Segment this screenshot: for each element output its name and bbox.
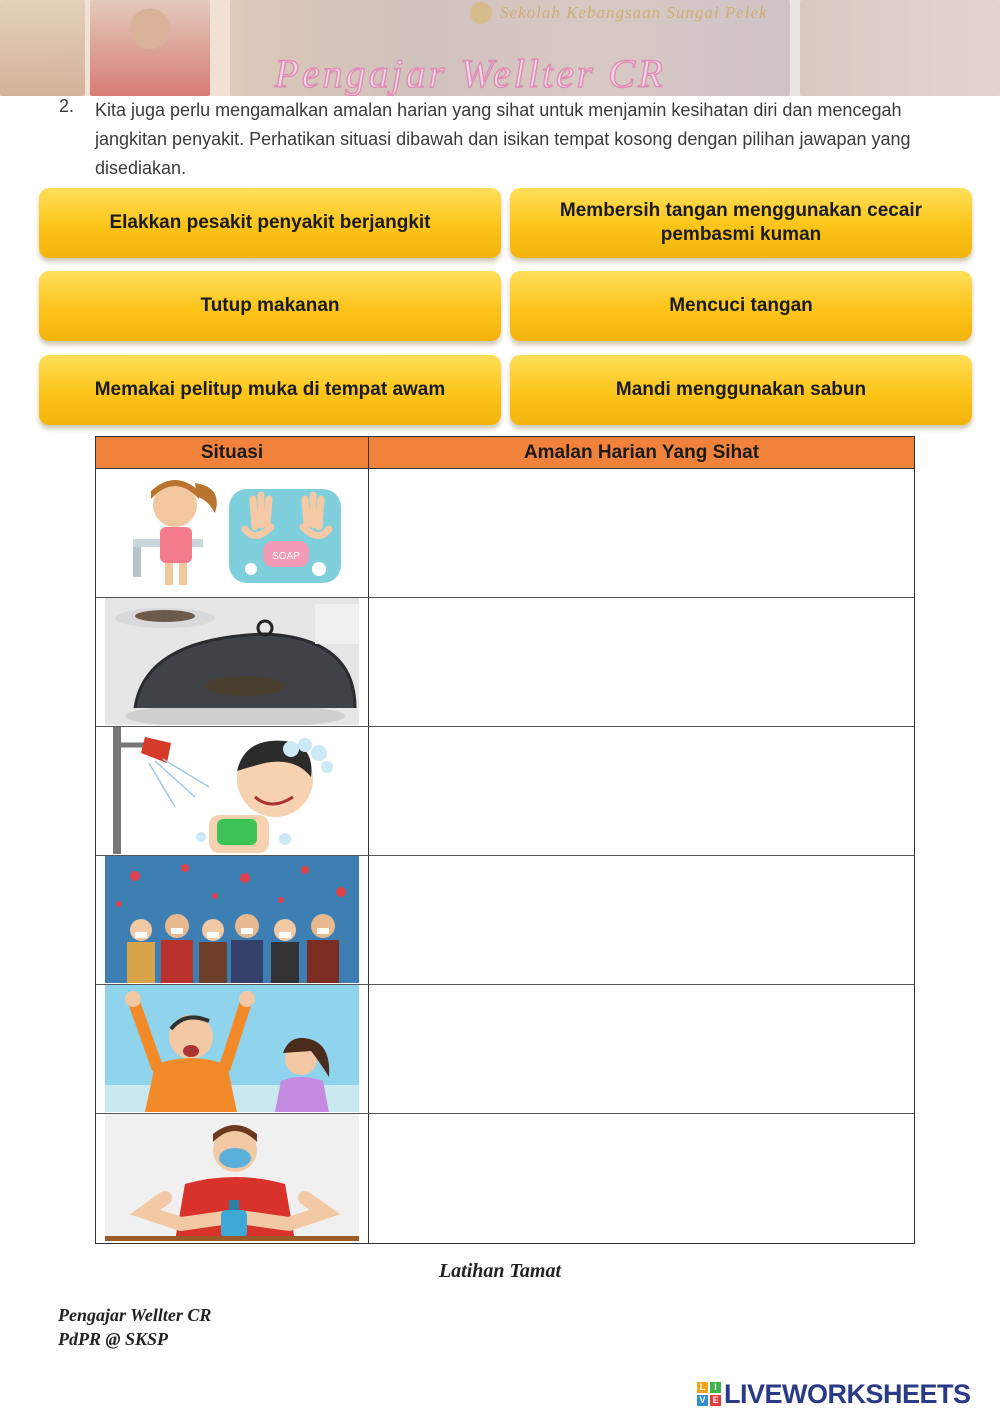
answer-cell-4[interactable] (369, 856, 914, 984)
soap-label: SOAP (272, 551, 300, 562)
header-situasi: Situasi (200, 442, 264, 463)
picture-avoid-sick-person (105, 985, 359, 1112)
liveworksheets-brand[interactable] (697, 1378, 971, 1410)
answer-cell-6[interactable] (369, 1114, 914, 1242)
option-pelitup-muka[interactable]: Memakai pelitup muka di tempat awam (39, 355, 501, 425)
banner-school-name: Sekolah Kebangsaan Sungai Pelek (500, 3, 768, 22)
picture-food-cover (105, 598, 359, 725)
question-text: Kita juga perlu mengamalkan amalan harian yang sihat untuk menjamin kesihatan diri dan mencegah jangkitan penyakit. Perhatikan situasi dibawah dan isikan tempat kosong dengan pilihan jawapan yang disediakan. (95, 100, 911, 178)
school-seal-icon (470, 2, 492, 24)
answer-cell-2[interactable] (369, 598, 914, 726)
situation-table (95, 436, 915, 1244)
option-mandi-sabun[interactable]: Mandi menggunakan sabun (510, 355, 972, 425)
credit-line-2: PdPR @ SKSP (58, 1329, 168, 1349)
picture-girl-washing-hands (105, 469, 359, 596)
option-mencuci-tangan[interactable]: Mencuci tangan (510, 271, 972, 341)
picture-hand-sanitizer (105, 1114, 359, 1241)
end-text: Latihan Tamat (438, 1260, 562, 1282)
question-number: 2. (59, 96, 75, 116)
liveworksheets-text: LIVEWORKSHEETS (724, 1378, 971, 1409)
banner-photo-left (0, 0, 85, 96)
liveworksheets-logo-icon: L I V E (697, 1382, 721, 1406)
answer-cell-3[interactable] (369, 727, 914, 855)
table-header (96, 437, 914, 469)
option-elakkan-pesakit[interactable]: Elakkan pesakit penyakit berjangkit (39, 188, 501, 258)
header-amalan: Amalan Harian Yang Sihat (523, 442, 760, 463)
banner-brand-title: Pengajar Wellter CR (274, 51, 666, 96)
answer-cell-1[interactable] (369, 469, 914, 597)
credit-line-1: Pengajar Wellter CR (58, 1305, 212, 1325)
header-banner (0, 0, 1000, 96)
banner-photo-right (800, 0, 1000, 96)
option-tutup-makanan[interactable]: Tutup makanan (39, 271, 501, 341)
picture-boy-shower (105, 727, 359, 854)
answer-cell-5[interactable] (369, 985, 914, 1113)
option-cecair-pembasmi-kuman[interactable]: Membersih tangan menggunakan cecair pembasmi kuman (510, 188, 972, 258)
picture-people-masks (105, 856, 359, 983)
